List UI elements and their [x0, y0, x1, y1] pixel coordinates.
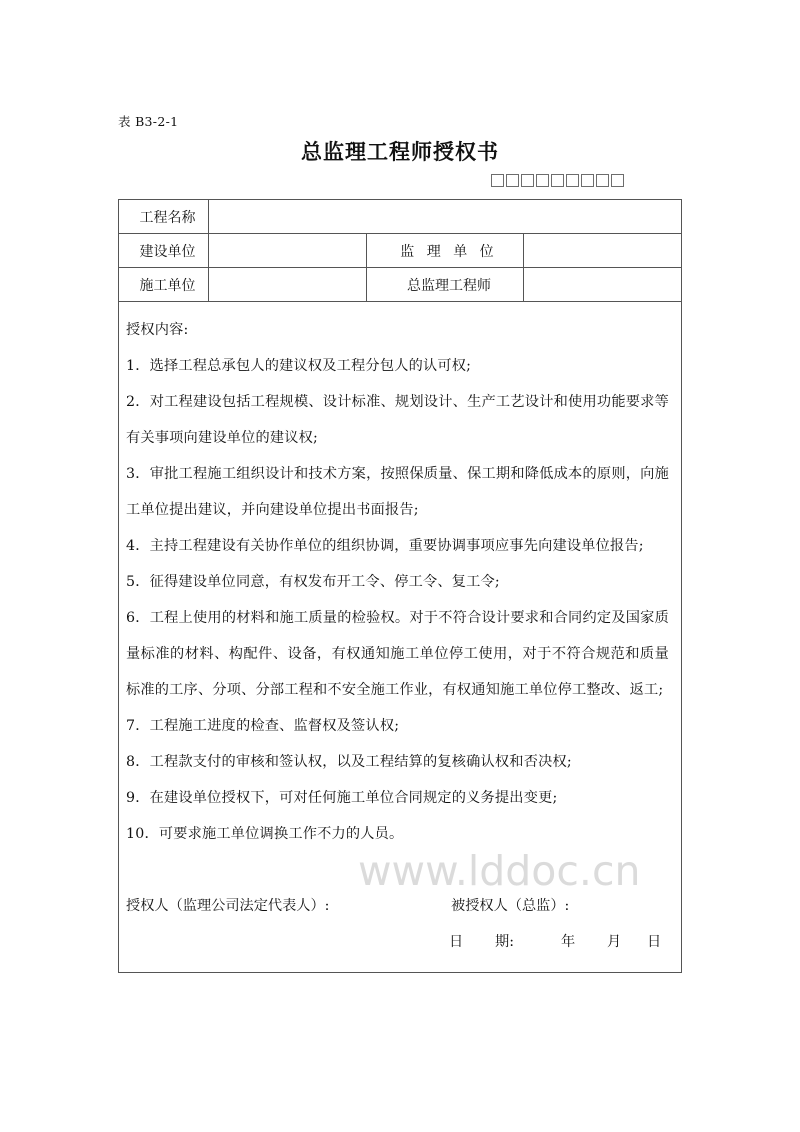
authorization-item: 9．在建设单位授权下，可对任何施工单位合同规定的义务提出变更; [126, 790, 558, 806]
date-label-month: 月 [607, 934, 622, 950]
code-box[interactable] [566, 174, 579, 187]
code-box[interactable] [536, 174, 549, 187]
authorization-content-cell [119, 302, 682, 973]
page-title: 总监理工程师授权书 [301, 139, 499, 164]
date-label-ri: 日 [449, 934, 464, 950]
code-box[interactable] [491, 174, 504, 187]
field-chief-supervision-engineer[interactable] [524, 268, 682, 302]
field-construction-unit[interactable] [209, 234, 367, 268]
label-supervision-unit: 监 理 单 位 [366, 234, 524, 268]
label-project-name: 工程名称 [119, 200, 209, 234]
code-box[interactable] [551, 174, 564, 187]
field-supervision-unit[interactable] [524, 234, 682, 268]
table-row-construction-unit [119, 234, 682, 268]
authorization-item: 4．主持工程建设有关协作单位的组织协调，重要协调事项应事先向建设单位报告; [126, 538, 644, 554]
date-label-year: 年 [561, 934, 576, 950]
code-box[interactable] [596, 174, 609, 187]
authorization-item: 3．审批工程施工组织设计和技术方案，按照保质量、保工期和降低成本的原则，向施工单位提出建议，并向建设单位提出书面报告; [126, 466, 669, 518]
signature-row [126, 888, 669, 924]
spacer [126, 852, 669, 888]
table-row-contractor-unit [119, 268, 682, 302]
table-row-project-name [119, 200, 682, 234]
authorization-item: 2．对工程建设包括工程规模、设计标准、规划设计、生产工艺设计和使用功能要求等有关事项向建设单位的建议权; [126, 394, 669, 446]
form-code: 表 B3-2-1 [118, 114, 179, 129]
authorizer-label[interactable]: 授权人（监理公司法定代表人）: [126, 898, 330, 914]
authorization-form-table [118, 199, 682, 973]
code-box[interactable] [611, 174, 624, 187]
field-project-name[interactable] [209, 200, 682, 234]
authorization-item: 7．工程施工进度的检查、监督权及签认权; [126, 718, 400, 734]
date-label-qi: 期: [495, 934, 514, 950]
authorization-item: 5．征得建设单位同意，有权发布开工令、停工令、复工令; [126, 574, 500, 590]
authorization-item: 8．工程款支付的审核和签认权，以及工程结算的复核确认权和否决权; [126, 754, 572, 770]
date-row[interactable] [126, 924, 669, 960]
authorized-person-label[interactable]: 被授权人（总监）: [451, 898, 570, 914]
authorization-item: 1．选择工程总承包人的建议权及工程分包人的认可权; [126, 358, 472, 374]
authorization-item: 10．可要求施工单位调换工作不力的人员。 [126, 826, 404, 842]
table-row-authorization-content [119, 302, 682, 973]
date-label-day: 日 [647, 934, 662, 950]
code-box[interactable] [506, 174, 519, 187]
label-construction-unit: 建设单位 [119, 234, 209, 268]
authorization-item: 6．工程上使用的材料和施工质量的检验权。对于不符合设计要求和合同约定及国家质量标准的材料、构配件、设备，有权通知施工单位停工使用，对于不符合规范和质量标准的工序、分项、分部工程和不安全施工作业，有权通知施工单位停工整改、返工; [126, 610, 669, 698]
authorization-heading: 授权内容: [126, 322, 189, 338]
document-number-boxes[interactable] [491, 174, 624, 187]
label-chief-supervision-engineer: 总监理工程师 [366, 268, 524, 302]
code-box[interactable] [581, 174, 594, 187]
watermark: www.lddoc.cn [358, 847, 641, 895]
code-box[interactable] [521, 174, 534, 187]
field-contractor-unit[interactable] [209, 268, 367, 302]
label-contractor-unit: 施工单位 [119, 268, 209, 302]
